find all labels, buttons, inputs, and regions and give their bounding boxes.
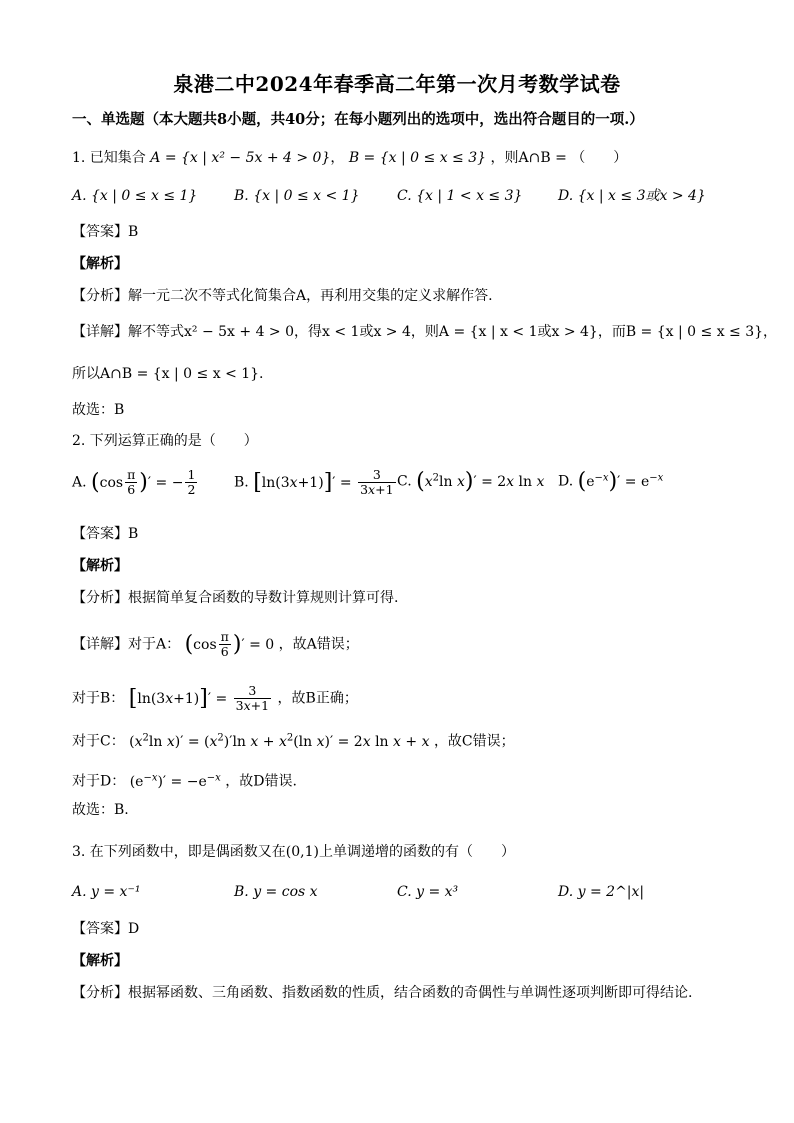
q2-detail-b-suffix: ，故B正确； [277, 690, 358, 707]
q1-stem-suffix: ，则A∩B = （ ） [490, 150, 628, 166]
exam-title: 泉港二中2024年春季高二年第一次月考数学试卷 [173, 72, 621, 96]
q3-analysis-head: 【解析】 [72, 953, 128, 969]
q2-detail-a-prefix: 【详解】对于A： [72, 636, 181, 653]
q2-detail-b: 对于B： [ln(3x+1)]′ = $\frac{3}{3x+1}$ ，故B正确； [72, 683, 358, 713]
q2-detail-a: 【详解】对于A： (cos $\frac{\pi}{6}$ )′ = 0 ，故A错误； [72, 629, 359, 659]
q2-option-d-label: D. [558, 473, 574, 490]
q2-detail-a-suffix: ，故A错误； [278, 636, 359, 653]
q3-option-c: C. y = x³ [397, 884, 459, 900]
q2-detail-d-suffix: ，故D错误. [225, 773, 297, 790]
q2-guxuan: 故选：B. [72, 802, 129, 818]
q3-answer: 【答案】D [72, 921, 140, 937]
q1-xiangjie: 【详解】解不等式x² − 5x + 4 > 0，得x < 1或x > 4，则A = {x | x < 1或x > 4}，而B = {x | 0 ≤ x ≤ 3}， [72, 324, 778, 340]
section-heading: 一、单选题（本大题共8小题，共40分；在每小题列出的选项中，选出符合题目的一项.） [72, 111, 644, 128]
q2-detail-d: 对于D： $(e^{-x})' = -e^{-x}$ ，故D错误. [72, 772, 297, 790]
q2-analysis-head: 【解析】 [72, 558, 128, 574]
q2-option-b-label: B. [234, 474, 249, 491]
q2-answer: 【答案】B [72, 526, 139, 542]
q2-option-b: B. [ln(3x+1)]′ = $\frac{3}{3x+1}$ [234, 467, 394, 497]
q3-option-a: A. y = x⁻¹ [72, 884, 141, 900]
q1-option-d: D. {x | x ≤ 3或x > 4} [558, 188, 706, 204]
q1-stem-prefix: 1. 已知集合 [72, 150, 146, 166]
q3-stem: 3. 在下列函数中，即是偶函数又在(0,1)上单调递增的函数的有（ ） [72, 844, 515, 860]
q1-stem: 1. 已知集合 A = {x | x² − 5x + 4 > 0}， B = {x | 0 ≤ x ≤ 3} ，则A∩B = （ ） [72, 150, 628, 166]
q1-answer: 【答案】B [72, 224, 139, 240]
q1-fenxi: 【分析】解一元二次不等式化简集合A，再利用交集的定义求解作答. [72, 288, 493, 304]
q2-detail-b-prefix: 对于B： [72, 690, 125, 707]
q2-detail-c-prefix: 对于C： [72, 733, 125, 750]
q2-stem: 2. 下列运算正确的是（ ） [72, 433, 258, 449]
q3-fenxi: 【分析】根据幂函数、三角函数、指数函数的性质，结合函数的奇偶性与单调性逐项判断即可得结论. [72, 985, 693, 1001]
q1-set-a: A = {x | x² − 5x + 4 > 0} [150, 150, 331, 166]
q2-option-d: D. $(e^{-x})' = e^{-x}$ [558, 468, 664, 494]
q2-detail-c: 对于C： ($x^2\ln$ $x)' = (x^2)'\ln$ $x + x^2(\ln$ x)′ = 2x ln x + x ，故C错误； [72, 732, 515, 750]
q3-option-d: D. y = 2^|x| [558, 884, 645, 900]
q3-option-b: B. y = cos x [234, 884, 318, 900]
q1-option-c: C. {x | 1 < x ≤ 3} [397, 188, 523, 204]
q2-option-a-label: A. [72, 474, 87, 491]
q1-suoyi: 所以A∩B = {x | 0 ≤ x < 1}. [72, 366, 264, 382]
q2-fenxi: 【分析】根据简单复合函数的导数计算规则计算可得. [72, 590, 399, 606]
q2-option-c-label: C. [397, 473, 412, 490]
q1-option-a: A. {x | 0 ≤ x ≤ 1} [72, 188, 198, 204]
q2-detail-d-prefix: 对于D： [72, 773, 126, 790]
q2-option-a: A. (cos $\frac{\pi}{6}$ )′ = − $\frac{1}{2}$ [72, 467, 196, 497]
q1-guxuan: 故选：B [72, 402, 125, 418]
q1-set-b: B = {x | 0 ≤ x ≤ 3} [348, 150, 487, 166]
q1-analysis-head: 【解析】 [72, 256, 128, 272]
q2-detail-c-suffix: ，故C错误； [433, 733, 515, 750]
q2-option-c: C. ($x^2\ln$ x)′ = 2x ln x [397, 468, 545, 494]
q1-option-b: B. {x | 0 ≤ x < 1} [234, 188, 360, 204]
